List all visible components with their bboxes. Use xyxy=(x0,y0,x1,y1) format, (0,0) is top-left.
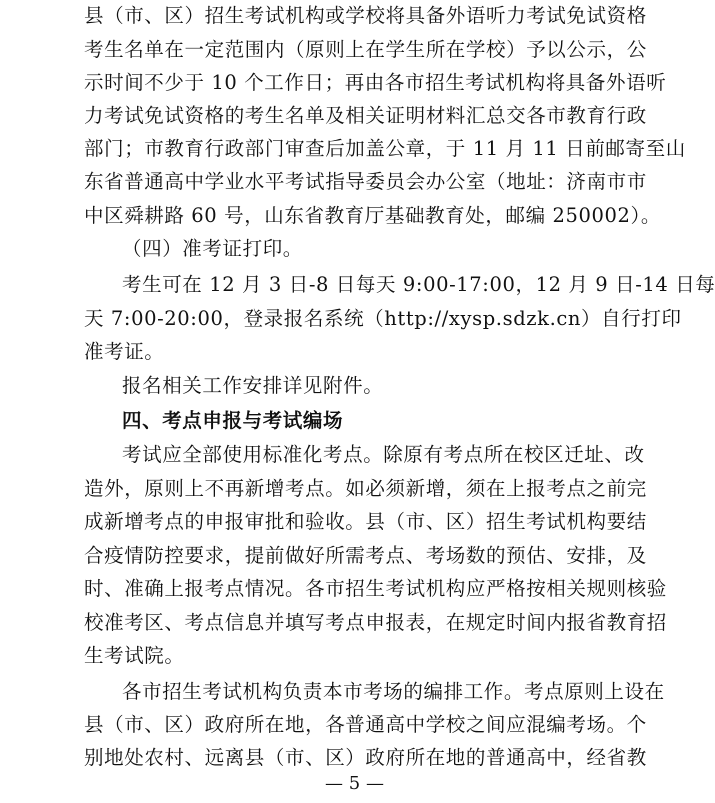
body-text-line: 报名相关工作安排详见附件。 xyxy=(122,374,384,397)
body-text-line: 成新增考点的申报审批和验收。县（市、区）招生考试机构要结 xyxy=(84,510,647,533)
section-subheading: （四）准考证打印。 xyxy=(122,237,303,260)
body-text-line: 考生可在 12 月 3 日-8 日每天 9:00-17:00，12 月 9 日-14 日每 xyxy=(122,273,715,296)
section-heading: 四、考点申报与考试编场 xyxy=(122,409,344,432)
body-text-line: 示时间不少于 10 个工作日；再由各市招生考试机构将具备外语听 xyxy=(84,71,667,94)
body-text-line: 县（市、区）招生考试机构或学校将具备外语听力考试免试资格 xyxy=(84,4,647,27)
body-text-line: 准考证。 xyxy=(84,340,165,363)
body-text-line: 考生名单在一定范围内（原则上在学生所在学校）予以公示，公 xyxy=(84,38,647,61)
page-number: — 5 — xyxy=(325,773,384,794)
body-text-line: 别地处农村、远离县（市、区）政府所在地的普通高中，经省教 xyxy=(84,746,647,769)
body-text-line: 合疫情防控要求，提前做好所需考点、考场数的预估、安排，及 xyxy=(84,544,647,567)
body-text-line: 各市招生考试机构负责本市考场的编排工作。考点原则上设在 xyxy=(122,680,665,703)
body-text-line: 造外，原则上不再新增考点。如必须新增，须在上报考点之前完 xyxy=(84,477,647,500)
body-text-line: 时、准确上报考点情况。各市招生考试机构应严格按相关规则核验 xyxy=(84,577,667,600)
body-text-line: 校准考区、考点信息并填写考点申报表，在规定时间内报省教育招 xyxy=(84,611,667,634)
body-text-line: 部门；市教育行政部门审查后加盖公章，于 11 月 11 日前邮寄至山 xyxy=(84,137,686,160)
body-text-line: 力考试免试资格的考生名单及相关证明材料汇总交各市教育行政 xyxy=(84,104,647,127)
body-text-line: 考试应全部使用标准化考点。除原有考点所在校区迁址、改 xyxy=(122,443,645,466)
body-text-line: 东省普通高中学业水平考试指导委员会办公室（地址：济南市市 xyxy=(84,170,647,193)
body-text-line: 生考试院。 xyxy=(84,644,185,667)
body-text-line: 中区舜耕路 60 号，山东省教育厅基础教育处，邮编 250002）。 xyxy=(84,204,661,227)
body-text-line: 天 7:00-20:00，登录报名系统（http://xysp.sdzk.cn）自行打印 xyxy=(84,307,682,330)
body-text-line: 县（市、区）政府所在地，各普通高中学校之间应混编考场。个 xyxy=(84,713,647,736)
